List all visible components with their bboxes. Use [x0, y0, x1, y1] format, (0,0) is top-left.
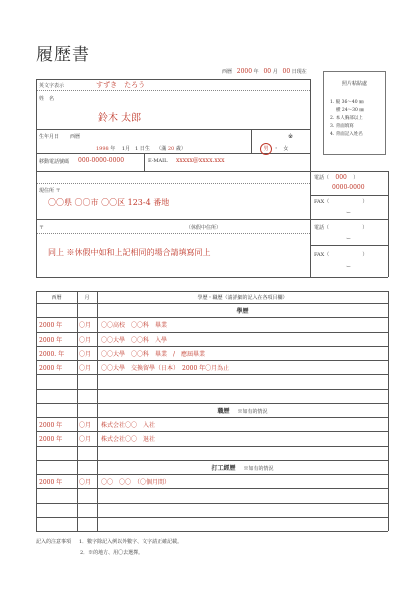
photo-box	[323, 71, 386, 155]
gender-select[interactable]	[260, 143, 288, 155]
furigana-value[interactable]: すずき たろう	[96, 81, 146, 89]
vacation-address-note: （休假中住所）	[186, 225, 222, 231]
section-title: 學歷	[236, 308, 249, 315]
history-row-divider	[36, 346, 388, 347]
phone-close: ）	[353, 175, 359, 181]
history-row-divider	[36, 360, 388, 361]
history-year[interactable]: 2000 年	[39, 322, 63, 330]
history-section-label	[97, 306, 388, 315]
history-month[interactable]: 〇月	[79, 436, 92, 444]
date-year-unit: 年	[253, 69, 259, 75]
history-year[interactable]: 2000 年	[39, 336, 63, 344]
history-row-divider	[36, 303, 388, 304]
phone-line	[314, 174, 358, 181]
history-section-label	[97, 463, 388, 472]
history-content[interactable]: 〇〇大學 〇〇科 入學	[101, 336, 168, 344]
history-row-divider	[36, 417, 388, 418]
date-month: 00	[263, 68, 272, 75]
phone-label: 電話（	[314, 175, 330, 181]
fax-line	[314, 198, 367, 205]
gender-dot: ・	[273, 146, 279, 152]
photo-note: 横 24～30 ㎜	[336, 108, 364, 113]
gender-male-circle[interactable]: 男	[260, 143, 272, 155]
vphone-dash[interactable]: ー	[346, 236, 352, 242]
date-era: 西曆	[222, 69, 233, 75]
fax-close: ）	[362, 199, 368, 205]
photo-note: 3. 背面填寫	[330, 124, 354, 129]
history-row-divider	[36, 332, 388, 333]
history-row-divider	[36, 403, 388, 404]
history-content[interactable]: 〇〇大學 〇〇科 畢業 / 應屆畢業	[101, 350, 206, 358]
history-row-divider	[36, 503, 388, 504]
age-close: 歲）	[175, 146, 186, 152]
history-year[interactable]: 2000. 年	[39, 350, 65, 358]
history-row-divider	[36, 474, 388, 475]
history-header-year: 西曆	[51, 295, 62, 301]
mobile-value[interactable]: 000-0000-0000	[78, 157, 125, 164]
history-row-divider	[36, 317, 388, 318]
vfax-line	[314, 251, 367, 258]
photo-note: 1. 縦 36～40 ㎜	[330, 100, 364, 105]
vphone-label: 電話（	[314, 225, 330, 231]
current-address-label: 現住所 〒	[39, 188, 61, 194]
history-row-divider	[36, 517, 388, 518]
footer-notes	[36, 538, 182, 545]
photo-box-title: 照片粘貼處	[341, 81, 367, 87]
history-content[interactable]: 〇〇 〇〇 （〇個月間）	[101, 479, 171, 486]
history-year[interactable]: 2000 年	[39, 436, 63, 444]
history-month[interactable]: 〇月	[79, 336, 92, 344]
vphone-line	[314, 224, 367, 231]
history-row-divider	[36, 488, 388, 489]
history-year[interactable]: 2000 年	[39, 479, 63, 486]
vacation-same-text: 同上	[48, 248, 64, 257]
history-section-label	[97, 406, 388, 415]
section-note: ※如有的情況	[237, 408, 268, 415]
footer-label: 記入的注意事項	[36, 539, 72, 545]
name-value[interactable]: 鈴木 太郎	[98, 113, 142, 124]
photo-note: 2. 本人胸部以上	[330, 116, 363, 121]
history-content[interactable]: 〇〇高校 〇〇科 畢業	[101, 322, 168, 330]
gender-female[interactable]: 女	[283, 146, 289, 152]
date-day-unit: 日現在	[291, 69, 307, 75]
vacation-note-text: ※休假中如和上記相同的場合請填寫同上	[66, 248, 211, 257]
email-value[interactable]: xxxxx@xxxx.xxx	[176, 157, 225, 164]
vfax-dash[interactable]: ー	[346, 264, 352, 270]
history-header-month: 月	[84, 295, 90, 301]
vfax-label: FAX（	[314, 252, 330, 258]
name-label: 姓 名	[39, 96, 55, 102]
gender-mark: ※	[288, 133, 294, 140]
fax-label: FAX（	[314, 199, 330, 205]
email-label: E-MAIL	[148, 158, 168, 164]
fax-dash[interactable]: ー	[346, 210, 352, 216]
history-content[interactable]: 〇〇大學 交換留學（日本） 2000 年〇月為止	[101, 365, 230, 372]
history-row-divider	[36, 446, 388, 447]
date-year: 2000	[236, 68, 253, 75]
age-value: 20	[167, 146, 175, 152]
history-row-divider	[36, 389, 388, 390]
footer-note-1: 1．數字除記入例以外數字、文字請正確記載。	[78, 539, 183, 545]
address-block	[36, 171, 388, 277]
vphone-close: ）	[362, 225, 368, 231]
current-address-value[interactable]: 〇〇県 〇〇市 〇〇区 123-4 番地	[48, 198, 170, 207]
history-year[interactable]: 2000 年	[39, 365, 63, 372]
furigana-label: 英文字表示	[39, 83, 65, 89]
footer-note-2: 2．※的地方、用〇去選擇。	[80, 550, 144, 556]
birth-label: 生年月日	[39, 134, 60, 140]
vfax-close: ）	[362, 252, 368, 258]
history-content[interactable]: 株式会社〇〇 退社	[101, 436, 156, 444]
personal-block	[36, 79, 310, 171]
history-month[interactable]: 〇月	[79, 422, 92, 429]
date-day: 00	[282, 68, 291, 75]
history-row-divider	[36, 460, 388, 461]
vacation-address-value[interactable]	[48, 247, 211, 258]
birth-year: 1998	[96, 146, 109, 152]
mobile-label: 移動電話號碼	[39, 159, 70, 165]
age-open: （滿	[156, 146, 167, 152]
history-header-content: 學歷・職歷（請詳細的記入在各項目欄）	[197, 295, 288, 301]
birth-date[interactable]	[96, 145, 186, 152]
page-title: 履歷書	[36, 45, 90, 65]
history-row-divider	[36, 431, 388, 432]
birth-text: 年 1月 1 日生	[110, 146, 150, 152]
section-title: 職歷	[217, 407, 230, 415]
date-month-unit: 月	[272, 69, 278, 75]
history-month[interactable]: 〇月	[79, 350, 92, 358]
history-year[interactable]: 2000 年	[39, 422, 63, 429]
date-line	[222, 68, 307, 75]
history-month[interactable]: 〇月	[79, 322, 92, 330]
phone-value[interactable]: 0000-0000	[332, 184, 365, 191]
section-note: ※如有的情況	[243, 465, 274, 472]
section-title: 打工經歷	[211, 464, 236, 472]
history-month[interactable]: 〇月	[79, 365, 92, 372]
vacation-address-label: 〒	[39, 225, 45, 231]
birth-era-label: 西曆	[70, 134, 81, 140]
photo-note: 4. 背面記入姓名	[330, 132, 363, 137]
history-row-divider	[36, 374, 388, 375]
history-month[interactable]: 〇月	[79, 479, 92, 486]
history-table	[36, 291, 388, 531]
history-content[interactable]: 株式会社〇〇 入社	[101, 422, 156, 429]
phone-area[interactable]: 000	[335, 174, 347, 181]
